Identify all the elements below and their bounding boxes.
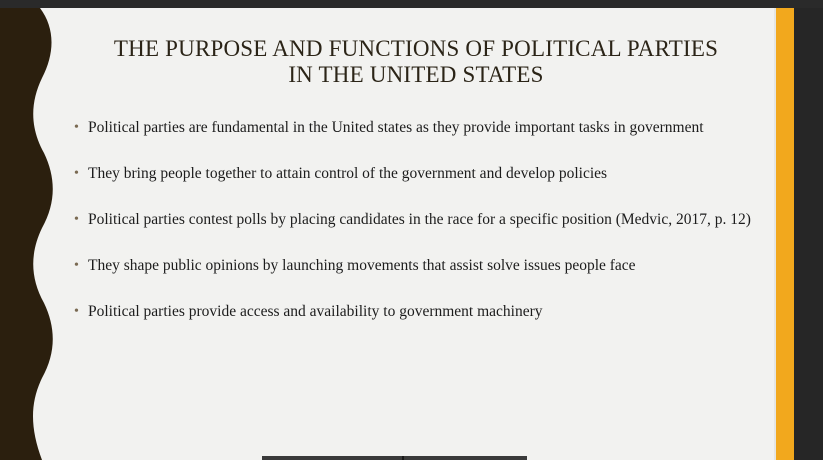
bullet-list	[74, 108, 754, 338]
bullet-dot-icon: •	[74, 258, 79, 273]
viewer-top-strip	[0, 0, 823, 8]
bottom-controls-separator	[402, 456, 404, 460]
bullet-text: They bring people together to attain control of the government and develop policies	[88, 165, 608, 182]
bullet-dot-icon: •	[74, 120, 79, 135]
viewer-scrollbar[interactable]	[794, 8, 823, 460]
bullet-dot-icon: •	[74, 166, 79, 181]
bullet-text: Political parties provide access and availability to government machinery	[88, 303, 543, 320]
bullet-text: Political parties are fundamental in the United states as they provide important tasks in government	[88, 119, 704, 136]
slide-title	[60, 36, 772, 88]
slide-title-line-1: THE PURPOSE AND FUNCTIONS OF POLITICAL PARTIES	[113, 36, 719, 61]
bullet-dot-icon: •	[74, 212, 79, 227]
bullet-text: They shape public opinions by launching movements that assist solve issues people face	[88, 257, 636, 274]
bullet-item	[74, 200, 754, 240]
accent-bar	[776, 8, 794, 460]
bullet-item	[74, 292, 754, 332]
viewer-bottom-controls[interactable]	[262, 456, 527, 460]
decorative-wave-band	[0, 8, 60, 460]
bullet-dot-icon: •	[74, 304, 79, 319]
slide	[0, 8, 794, 460]
bullet-item	[74, 108, 754, 148]
bullet-text: Political parties contest polls by placing candidates in the race for a specific position (Medvic, 2017, p. 12)	[88, 211, 751, 228]
wave-shape	[0, 8, 53, 460]
slide-title-line-2: IN THE UNITED STATES	[288, 62, 544, 87]
bullet-item	[74, 154, 754, 194]
bullet-item	[74, 246, 754, 286]
